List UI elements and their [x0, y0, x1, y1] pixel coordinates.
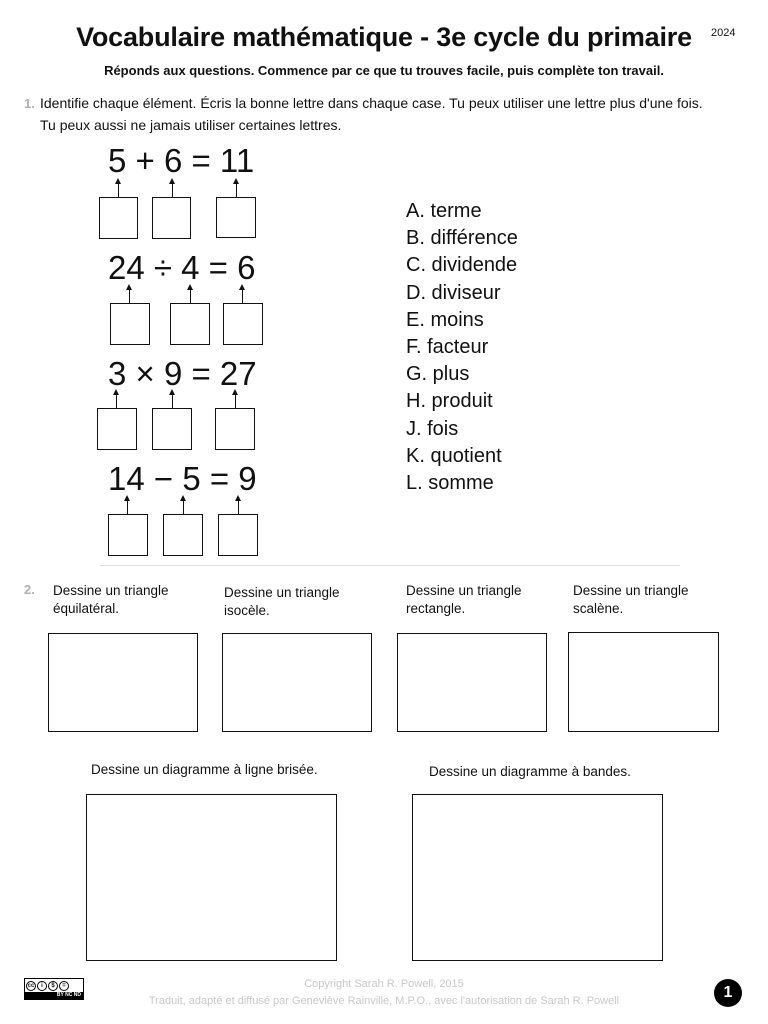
line-chart-label: Dessine un diagramme à ligne brisée. — [91, 762, 318, 777]
choice-item: C. dividende — [406, 254, 518, 277]
answer-box[interactable] — [218, 514, 258, 556]
choice-item: J. fois — [406, 417, 459, 440]
choice-item: L. somme — [406, 472, 494, 495]
choice-item: A. terme — [406, 200, 482, 222]
arrow-up-icon — [129, 289, 130, 303]
choice-item: K. quotient — [406, 444, 502, 467]
answer-box[interactable] — [108, 514, 148, 556]
equation-multiplication: 3 × 9 = 27 — [108, 355, 257, 392]
arrow-up-icon — [127, 500, 128, 514]
page-subtitle: Réponds aux questions. Commence par ce que tu trouves facile, puis complète ton travail. — [104, 63, 664, 78]
drawing-area-bar-chart[interactable] — [412, 794, 663, 961]
translation-credit: Traduit, adapté et diffusé par Geneviève Rainville, M.P.O., avec l'autorisation de Sarah R. Powell — [148, 995, 620, 1007]
question-2-number: 2. — [24, 582, 35, 597]
drawing-area-equilateral[interactable] — [48, 633, 198, 732]
year-label: 2024 — [711, 27, 736, 39]
drawing-area-right[interactable] — [397, 633, 547, 732]
choice-item: D. diviseur — [406, 281, 501, 304]
arrow-up-icon — [172, 394, 173, 408]
choice-item: G. plus — [406, 363, 470, 386]
choice-item: F. facteur — [406, 336, 489, 359]
answer-box[interactable] — [170, 303, 210, 345]
triangle-label-isosceles: Dessine un triangle isocèle. — [224, 585, 340, 618]
arrow-up-icon — [190, 289, 191, 303]
page-title: Vocabulaire mathématique - 3e cycle du primaire — [76, 22, 692, 52]
drawing-area-scalene[interactable] — [568, 632, 719, 732]
copyright-text: Copyright Sarah R. Powell, 2015 — [304, 978, 464, 990]
triangle-label-right: Dessine un triangle rectangle. — [406, 583, 522, 616]
drawing-area-line-chart[interactable] — [86, 794, 337, 961]
arrow-up-icon — [183, 500, 184, 514]
equation-subtraction: 14 − 5 = 9 — [108, 460, 257, 497]
vocabulary-choices-list — [406, 198, 518, 497]
question-1-instruction-line2: Tu peux aussi ne jamais utiliser certaines lettres. — [40, 117, 342, 133]
answer-box[interactable] — [110, 303, 150, 345]
question-1-number: 1. — [24, 96, 35, 111]
equation-division: 24 ÷ 4 = 6 — [108, 249, 256, 286]
drawing-area-isosceles[interactable] — [222, 633, 372, 732]
arrow-up-icon — [238, 500, 239, 514]
answer-box[interactable] — [215, 408, 255, 450]
arrow-up-icon — [118, 183, 119, 197]
choice-item: B. différence — [406, 227, 518, 250]
answer-box[interactable] — [152, 197, 191, 239]
equation-addition: 5 + 6 = 11 — [108, 142, 255, 179]
answer-box[interactable] — [99, 197, 138, 239]
triangle-label-equilateral: Dessine un triangle équilatéral. — [53, 583, 169, 616]
cc-icon: cc — [27, 982, 35, 989]
choice-item: E. moins — [406, 308, 484, 331]
arrow-up-icon — [235, 394, 236, 408]
arrow-up-icon — [242, 289, 243, 303]
arrow-up-icon — [172, 183, 173, 197]
page-number-badge: 1 — [714, 979, 742, 1007]
section-divider — [100, 565, 680, 566]
bar-chart-label: Dessine un diagramme à bandes. — [429, 764, 631, 779]
answer-box[interactable] — [163, 514, 203, 556]
answer-box[interactable] — [216, 197, 256, 238]
triangle-label-scalene: Dessine un triangle scalène. — [573, 583, 689, 616]
noderivatives-icon: = — [59, 981, 69, 991]
choice-item: H. produit — [406, 390, 493, 413]
arrow-up-icon — [116, 394, 117, 408]
question-1-instruction-line1: Identifie chaque élément. Écris la bonne lettre dans chaque case. Tu peux utiliser une lettre plus d'une fois. — [40, 95, 703, 111]
answer-box[interactable] — [152, 408, 192, 450]
license-code: BY NC ND — [25, 992, 83, 999]
arrow-up-icon — [236, 183, 237, 197]
answer-box[interactable] — [97, 408, 137, 450]
answer-box[interactable] — [223, 303, 263, 345]
noncommercial-icon: $ — [48, 981, 58, 991]
attribution-icon: i — [37, 981, 47, 991]
